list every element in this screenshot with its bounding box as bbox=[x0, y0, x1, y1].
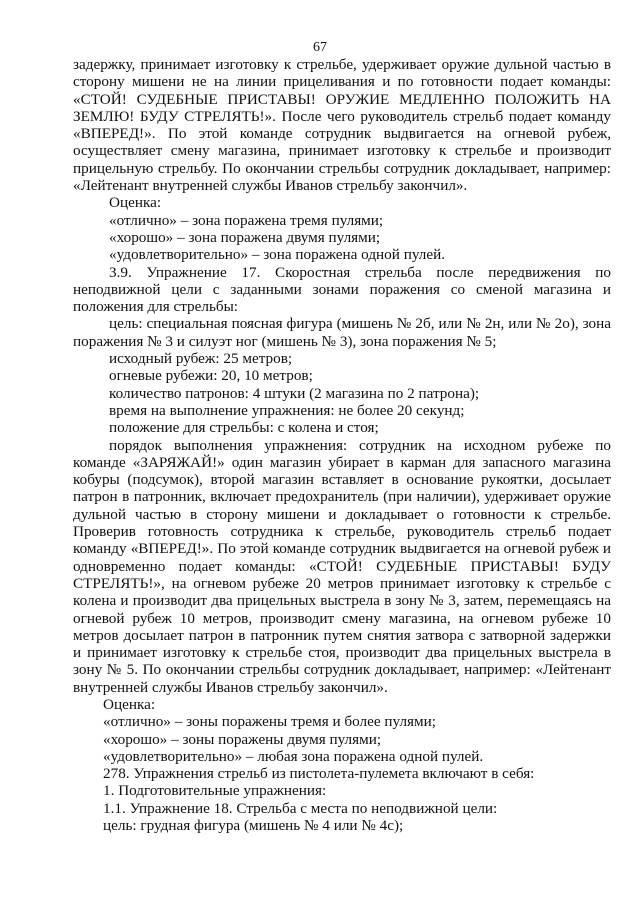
paragraph: «хорошо» – зоны поражены двумя пулями; bbox=[103, 730, 382, 748]
paragraph: цель: грудная фигура (мишень № 4 или № 4с); bbox=[103, 817, 404, 835]
paragraph: «удовлетворительно» – зона поражена одной пулей. bbox=[109, 246, 445, 264]
paragraph: 1. Подготовительные упражнения: bbox=[103, 782, 327, 800]
paragraph: время на выполнение упражнения: не более 20 секунд; bbox=[109, 401, 465, 419]
paragraph: Оценка: bbox=[109, 194, 162, 212]
paragraph: 1.1. Упражнение 18. Стрельба с места по неподвижной цели: bbox=[103, 799, 498, 817]
paragraph: Оценка: bbox=[103, 695, 156, 713]
paragraph: положение для стрельбы: с колена и стоя; bbox=[109, 419, 379, 437]
document-body bbox=[73, 56, 611, 834]
paragraph: задержку, принимает изготовку к стрельбе, удерживает оружие дульной частью в сторону мишени не на линии прицеливания и по готовности подает команды: «СТОЙ! СУДЕБНЫЕ ПРИСТАВЫ! ОРУЖИЕ МЕДЛЕННО ПОЛОЖИТЬ НА ЗЕМЛЮ! БУДУ СТРЕЛЯТЬ!». После чего руководитель стрельб подает команду «ВПЕРЕД!». По этой команде сотрудник выдвигается на огневой рубеж, осуществляет смену магазина, принимает изготовку к стрельбе и производит прицельную стрельбу. По окончании стрельбы сотрудник докладывает, например: «Лейтенант внутренней службы Иванов стрельбу закончил». bbox=[73, 56, 611, 195]
paragraph: 278. Упражнения стрельб из пистолета-пулемета включают в себя: bbox=[103, 765, 535, 783]
paragraph: огневые рубежи: 20, 10 метров; bbox=[109, 367, 313, 385]
paragraph: «отлично» – зоны поражены тремя и более пулями; bbox=[103, 713, 436, 731]
paragraph: «хорошо» – зона поражена двумя пулями; bbox=[109, 228, 381, 246]
paragraph: цель: специальная поясная фигура (мишень № 2б, или № 2н, или № 2о), зона поражения № 3 и силуэт ног (мишень № 3), зона поражения № 5; bbox=[73, 315, 611, 350]
paragraph: 3.9. Упражнение 17. Скоростная стрельба после передвижения по неподвижной цели с заданными зонами поражения со сменой магазина и положения для стрельбы: bbox=[73, 263, 611, 316]
paragraph: «удовлетворительно» – любая зона поражена одной пулей. bbox=[103, 747, 484, 765]
paragraph: исходный рубеж: 25 метров; bbox=[109, 350, 293, 368]
paragraph: порядок выполнения упражнения: сотрудник на исходном рубеже по команде «ЗАРЯЖАЙ!» один магазин убирает в карман для запасного магазина кобуры (подсумок), второй магазин вставляет в основание рукоятки, досылает патрон в патронник, включает предохранитель (при наличии), удерживает оружие дульной частью в сторону мишени и докладывает о готовности к стрельбе. Проверив готовность сотрудника к стрельбе, руководитель стрельб подает команду «ВПЕРЕД!». По этой команде сотрудник выдвигается на огневой рубеж и одновременно подает команды: «СТОЙ! СУДЕБНЫЕ ПРИСТАВЫ! БУДУ СТРЕЛЯТЬ!», на огневом рубеже 20 метров принимает изготовку к стрельбе с колена и производит два прицельных выстрела в зону № 3, затем, перемещаясь на огневой рубеж 10 метров, производит смену магазина, на огневом рубеже 10 метров досылает патрон в патронник путем снятия затвора с затворной задержки и принимает изготовку к стрельбе стоя, производит два прицельных выстрела в зону № 5. По окончании стрельбы сотрудник докладывает, например: «Лейтенант внутренней службы Иванов стрельбу закончил». bbox=[73, 436, 611, 696]
paragraph: количество патронов: 4 штуки (2 магазина по 2 патрона); bbox=[109, 384, 480, 402]
paragraph: «отлично» – зона поражена тремя пулями; bbox=[109, 211, 384, 229]
page-number: 67 bbox=[313, 40, 327, 55]
